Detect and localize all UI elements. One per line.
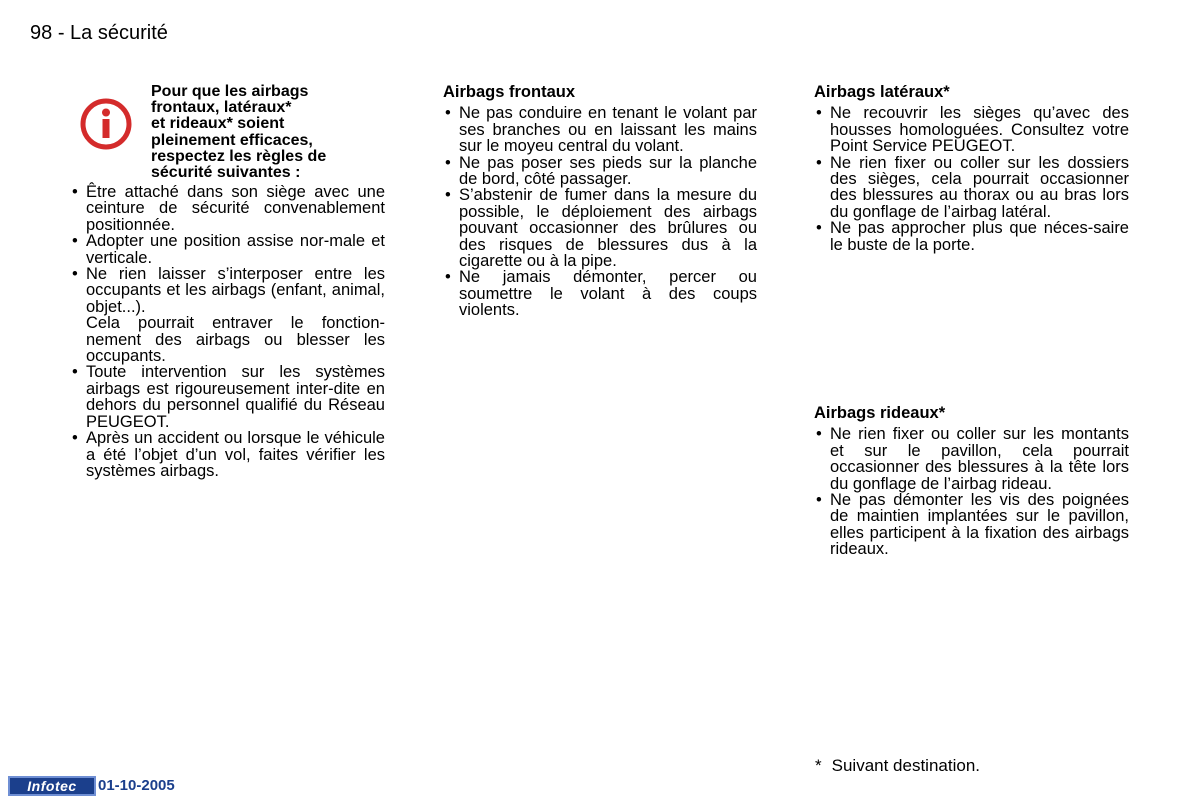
list-item: • Toute intervention sur les systèmes airbags est rigoureusement inter-dite en dehors du personnel qualifié du Réseau PEUGEOT. xyxy=(70,364,385,430)
list-item: • Ne rien fixer ou coller sur les dossiers des sièges, cela pourrait occasionner des blessures au thorax ou au bras lors du gonflage de l’airbag latéral. xyxy=(814,155,1129,221)
footnote xyxy=(815,757,980,775)
list-item: • Ne pas poser ses pieds sur la planche de bord, côté passager. xyxy=(443,155,757,188)
header-separator: - xyxy=(57,22,65,44)
frontal-airbags-section xyxy=(443,84,757,319)
list-item: • S’abstenir de fumer dans la mesure du possible, le déploiement des airbags pouvant occasionner des brûlures ou des risques de blessures dus à la cigarette ou à la pipe. xyxy=(443,187,757,269)
infotec-logo: Infotec xyxy=(8,776,96,796)
footnote-text: Suivant destination. xyxy=(831,756,981,775)
section-title: La sécurité xyxy=(70,22,168,44)
page-header xyxy=(30,21,168,45)
list-item: • Ne rien fixer ou coller sur les montants et sur le pavillon, cela pourrait occasionner des blessures à la tête lors du gonflage de l’airbag rideau. xyxy=(814,426,1129,492)
section-heading: Airbags rideaux* xyxy=(814,404,946,422)
list-item-text: • Ne rien laisser s’interposer entre les occupants et les airbags (enfant, animal, objet...). xyxy=(86,265,385,316)
footnote-marker: * xyxy=(815,756,822,775)
page-number: 98 xyxy=(30,22,53,44)
list-item: • Ne jamais démonter, percer ou soumettre le volant à des coups violents. xyxy=(443,269,757,318)
curtain-airbags-list xyxy=(814,426,1129,557)
section-heading: Airbags latéraux* xyxy=(814,83,950,101)
list-item: • Après un accident ou lorsque le véhicule a été l’objet d’un vol, faites vérifier les systèmes airbags. xyxy=(70,430,385,479)
info-icon xyxy=(80,98,132,150)
list-item: • Ne recouvrir les sièges qu’avec des housses homologuées. Consultez votre Point Service PEUGEOT. xyxy=(814,105,1129,154)
list-item: • Ne pas approcher plus que néces-saire le buste de la porte. xyxy=(814,220,1129,253)
print-date: 01-10-2005 xyxy=(98,777,175,794)
section-heading: Airbags frontaux xyxy=(443,83,576,101)
list-item xyxy=(70,266,385,364)
curtain-airbags-section xyxy=(814,405,1129,558)
list-item: • Être attaché dans son siège avec une ceinture de sécurité convenablement positionnée. xyxy=(70,184,385,233)
lateral-airbags-section xyxy=(814,84,1129,253)
lateral-airbags-list xyxy=(814,105,1129,253)
safety-rules-list xyxy=(70,184,385,479)
list-item: • Ne pas démonter les vis des poignées de maintien implantées sur le pavillon, elles participent à la fixation des airbags rideaux. xyxy=(814,492,1129,558)
frontal-airbags-list xyxy=(443,105,757,318)
list-item: • Ne pas conduire en tenant le volant par ses branches ou en laissant les mains sur le moyeu central du volant. xyxy=(443,105,757,154)
list-item-continuation: Cela pourrait entraver le fonction-nement des airbags ou blesser les occupants. xyxy=(86,314,385,366)
list-item: • Adopter une position assise nor-male et verticale. xyxy=(70,233,385,266)
safety-rules-column xyxy=(70,184,385,479)
notice-title: Pour que les airbags frontaux, latéraux* et rideaux* soient pleinement efficaces, respectez les règles de sécurité suivantes : xyxy=(151,83,327,182)
